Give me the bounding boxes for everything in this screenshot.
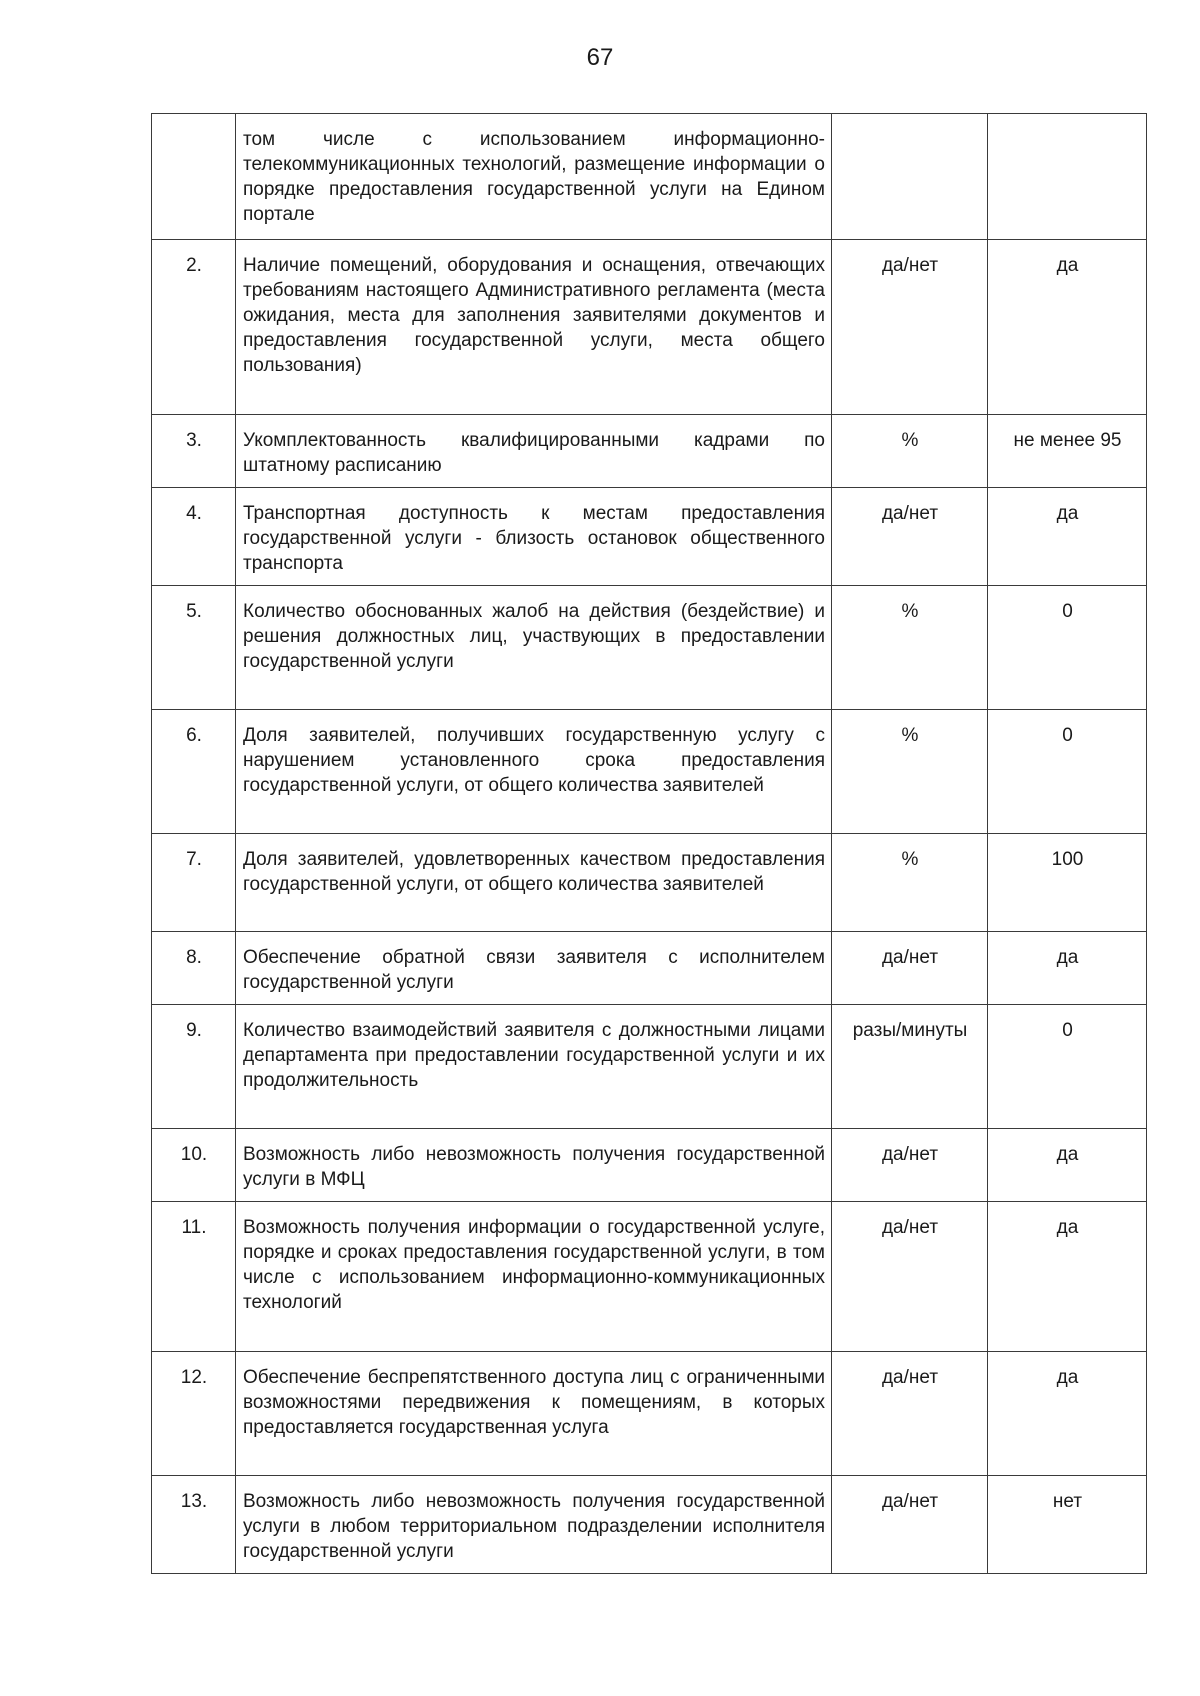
row-number: 2. xyxy=(152,240,236,415)
unit-of-measure: % xyxy=(832,834,988,932)
table-row xyxy=(152,240,1147,415)
normative-value: 0 xyxy=(988,710,1147,834)
table-row xyxy=(152,586,1147,710)
table-row xyxy=(152,488,1147,586)
row-number: 3. xyxy=(152,415,236,488)
unit-of-measure: % xyxy=(832,415,988,488)
normative-value: 100 xyxy=(988,834,1147,932)
normative-value: да xyxy=(988,488,1147,586)
row-number xyxy=(152,114,236,240)
unit-of-measure: % xyxy=(832,586,988,710)
indicator-description: Возможность либо невозможность получения государственной услуги в любом территориальном подразделении исполнителя государственной услуги xyxy=(236,1476,832,1574)
row-number: 4. xyxy=(152,488,236,586)
table-row xyxy=(152,1352,1147,1476)
normative-value: 0 xyxy=(988,1005,1147,1129)
page-number: 67 xyxy=(586,44,614,71)
normative-value: да xyxy=(988,932,1147,1005)
row-number: 6. xyxy=(152,710,236,834)
table-row xyxy=(152,1476,1147,1574)
table-row xyxy=(152,1202,1147,1352)
table-row xyxy=(152,1129,1147,1202)
normative-value: 0 xyxy=(988,586,1147,710)
indicator-description: том числе с использованием информационно-телекоммуникационных технологий, размещение информации о порядке предоставления государственной услуги на Едином портале xyxy=(236,114,832,240)
table-row xyxy=(152,1005,1147,1129)
indicator-description: Количество обоснованных жалоб на действия (бездействие) и решения должностных лиц, участвующих в предоставлении государственной услуги xyxy=(236,586,832,710)
table-row xyxy=(152,415,1147,488)
unit-of-measure: да/нет xyxy=(832,488,988,586)
normative-value: нет xyxy=(988,1476,1147,1574)
indicator-description: Возможность получения информации о государственной услуге, порядке и сроках предоставления государственной услуги, в том числе с использованием информационно-коммуникационных технологий xyxy=(236,1202,832,1352)
row-number: 11. xyxy=(152,1202,236,1352)
row-number: 12. xyxy=(152,1352,236,1476)
row-number: 9. xyxy=(152,1005,236,1129)
row-number: 10. xyxy=(152,1129,236,1202)
unit-of-measure: да/нет xyxy=(832,932,988,1005)
row-number: 5. xyxy=(152,586,236,710)
table-row xyxy=(152,834,1147,932)
row-number: 8. xyxy=(152,932,236,1005)
normative-value: да xyxy=(988,240,1147,415)
indicator-description: Возможность либо невозможность получения государственной услуги в МФЦ xyxy=(236,1129,832,1202)
normative-value xyxy=(988,114,1147,240)
quality-indicators-table xyxy=(151,113,1147,1574)
table-row xyxy=(152,932,1147,1005)
indicator-description: Укомплектованность квалифицированными кадрами по штатному расписанию xyxy=(236,415,832,488)
normative-value: не менее 95 xyxy=(988,415,1147,488)
unit-of-measure: да/нет xyxy=(832,1129,988,1202)
unit-of-measure: да/нет xyxy=(832,1352,988,1476)
normative-value: да xyxy=(988,1352,1147,1476)
unit-of-measure: да/нет xyxy=(832,1476,988,1574)
table-row xyxy=(152,114,1147,240)
unit-of-measure: да/нет xyxy=(832,1202,988,1352)
row-number: 7. xyxy=(152,834,236,932)
indicator-description: Доля заявителей, удовлетворенных качеством предоставления государственной услуги, от общего количества заявителей xyxy=(236,834,832,932)
indicator-description: Доля заявителей, получивших государственную услугу с нарушением установленного срока предоставления государственной услуги, от общего количества заявителей xyxy=(236,710,832,834)
indicator-description: Транспортная доступность к местам предоставления государственной услуги - близость остановок общественного транспорта xyxy=(236,488,832,586)
unit-of-measure: разы/минуты xyxy=(832,1005,988,1129)
unit-of-measure: да/нет xyxy=(832,240,988,415)
indicator-description: Обеспечение обратной связи заявителя с исполнителем государственной услуги xyxy=(236,932,832,1005)
row-number: 13. xyxy=(152,1476,236,1574)
indicator-description: Обеспечение беспрепятственного доступа лиц с ограниченными возможностями передвижения к помещениям, в которых предоставляется государственная услуга xyxy=(236,1352,832,1476)
normative-value: да xyxy=(988,1129,1147,1202)
indicator-description: Наличие помещений, оборудования и оснащения, отвечающих требованиям настоящего Административного регламента (места ожидания, места для заполнения заявителями документов и предоставления государственной услуги, места общего пользования) xyxy=(236,240,832,415)
unit-of-measure xyxy=(832,114,988,240)
unit-of-measure: % xyxy=(832,710,988,834)
table-row xyxy=(152,710,1147,834)
normative-value: да xyxy=(988,1202,1147,1352)
indicator-description: Количество взаимодействий заявителя с должностными лицами департамента при предоставлении государственной услуги и их продолжительность xyxy=(236,1005,832,1129)
